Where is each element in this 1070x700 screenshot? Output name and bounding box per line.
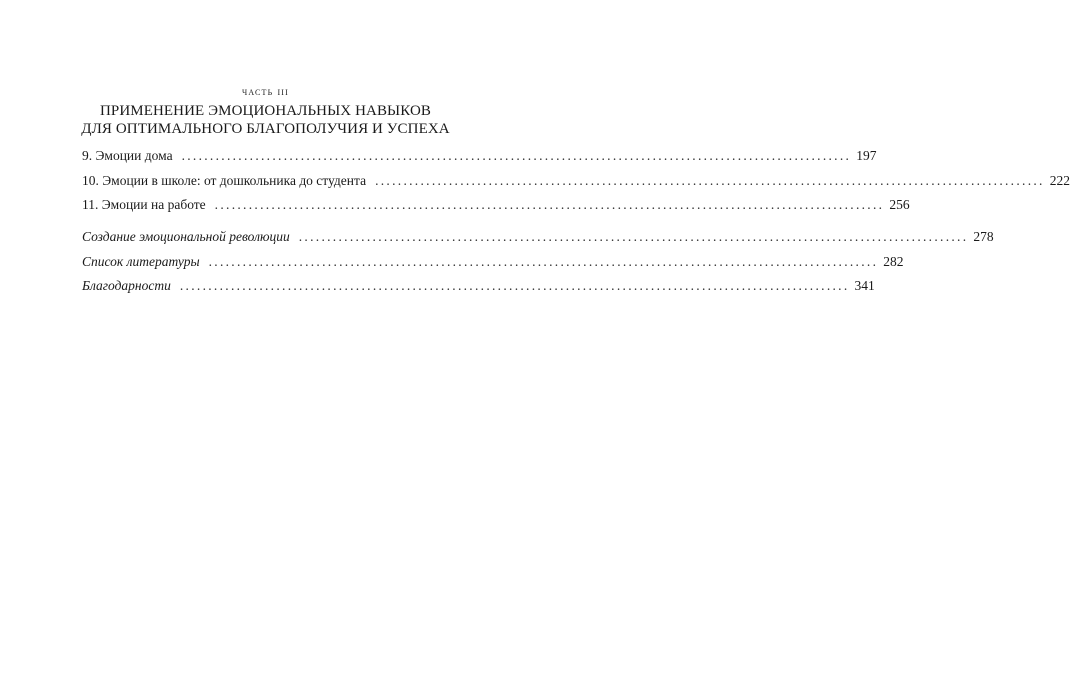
dot-leader: ...................................................................................................................... (375, 172, 1045, 188)
toc-entry-chapter-10[interactable] (82, 172, 1070, 198)
toc-entry-page: 278 (973, 229, 994, 244)
toc-entry-title: Благодарности (82, 278, 171, 293)
part-title-line-1: ПРИМЕНЕНИЕ ЭМОЦИОНАЛЬНЫХ НАВЫКОВ (99, 103, 432, 119)
toc-entry-acknowledgements[interactable] (82, 278, 875, 303)
dot-leader: ...................................................................................................................... (179, 278, 850, 293)
toc-entry-title: 11. Эмоции на работе (82, 197, 206, 212)
part-title-line-2: ДЛЯ ОПТИМАЛЬНОГО БЛАГОПОЛУЧИЯ И УСПЕХА (81, 121, 450, 137)
toc-entry-page: 282 (883, 253, 904, 269)
toc-entry-chapter-11[interactable] (82, 197, 910, 222)
toc-entry-title: 9. Эмоции дома (82, 148, 173, 163)
toc-entry-page: 197 (856, 148, 877, 163)
toc-entry-bibliography[interactable] (82, 253, 904, 279)
chapter-list (82, 148, 1070, 222)
back-matter-list (82, 229, 994, 303)
dot-leader: ...................................................................................................................... (298, 229, 969, 244)
toc-entry-page: 341 (854, 278, 875, 293)
toc-entry-emotional-revolution[interactable] (82, 229, 994, 254)
dot-leader: ...................................................................................................................... (214, 197, 885, 212)
toc-entry-title: 10. Эмоции в школе: от дошкольника до студента (82, 172, 367, 188)
dot-leader: ...................................................................................................................... (208, 253, 879, 269)
toc-entry-chapter-9[interactable] (82, 148, 877, 173)
toc-entry-page: 256 (889, 197, 910, 212)
toc-entry-title: Список литературы (82, 253, 200, 269)
part-label: часть iii (241, 86, 290, 98)
dot-leader: ...................................................................................................................... (181, 148, 852, 163)
toc-entry-page: 222 (1049, 172, 1070, 188)
toc-entry-title: Создание эмоциональной революции (82, 229, 290, 244)
part-title (0, 102, 531, 138)
